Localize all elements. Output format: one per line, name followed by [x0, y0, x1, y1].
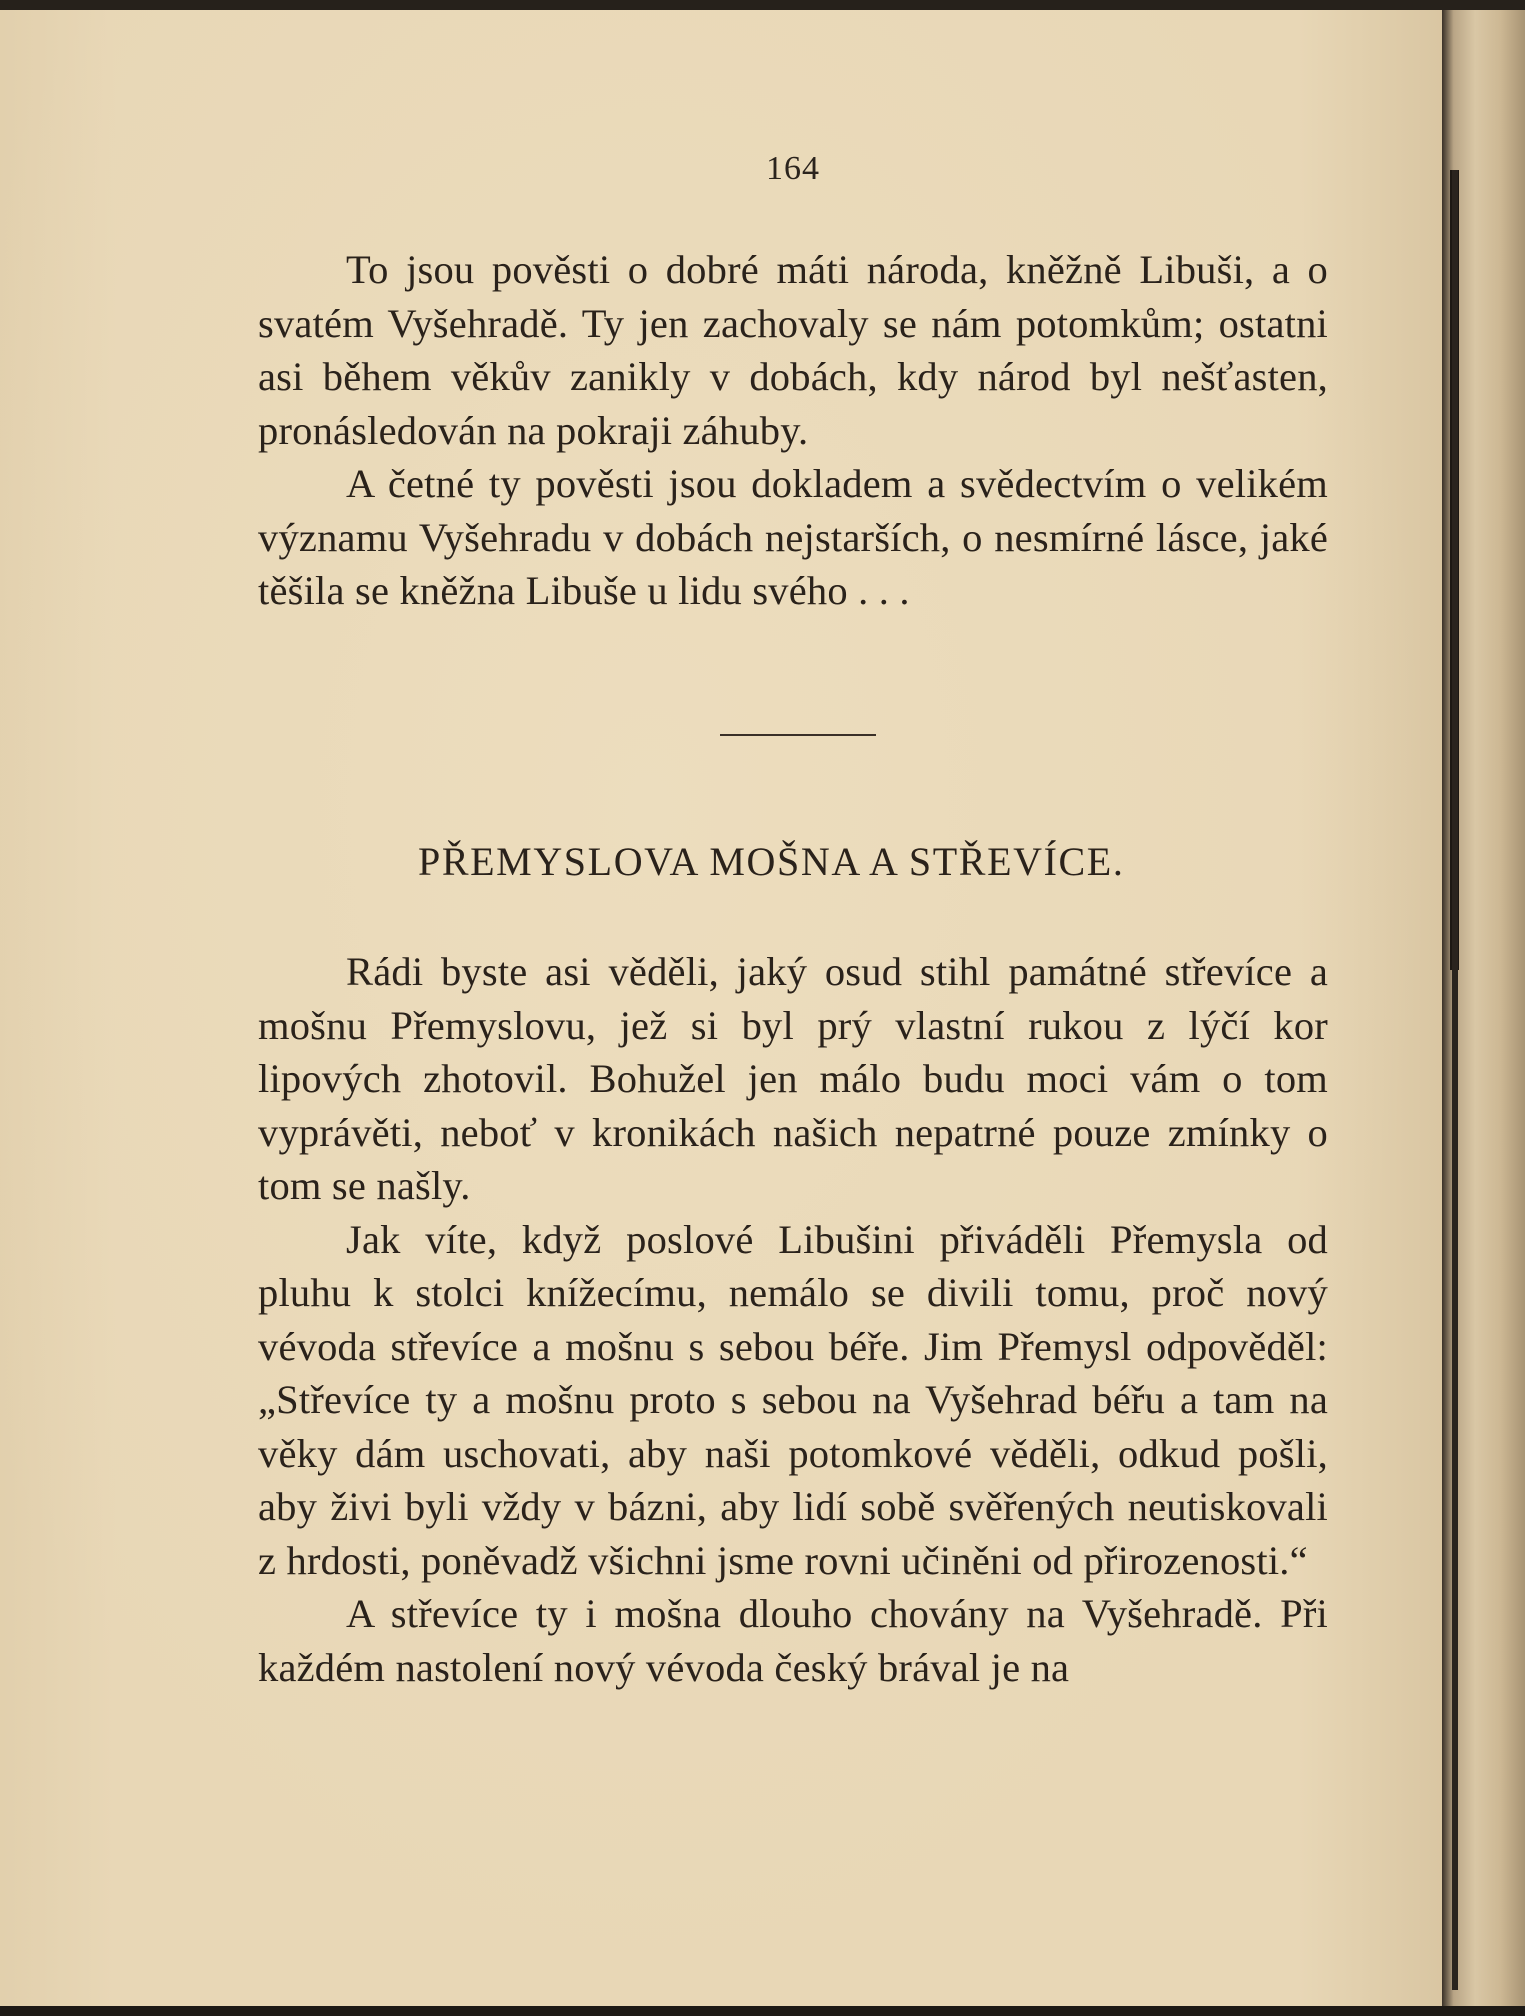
paragraph: To jsou pověsti o dobré máti národa, kněžně Libuši, a o svatém Vyšehradě. Ty jen zachovaly se nám potomkům; ostatni asi během věkův zanikly v dobách, kdy národ byl nešťasten, pronásledován na pokraji záhuby. — [258, 247, 1328, 453]
intro-text-block — [258, 243, 1328, 618]
paragraph: Rádi byste asi věděli, jaký osud stihl památné střevíce a mošnu Přemyslovu, jež si byl prý vlastní rukou z lýčí kor lipových zhotovil. Bohužel jen málo budu moci vám o tom vyprávěti, neboť v kronikách našich nepatrné pouze zmínky o tom se našly. — [258, 949, 1328, 1208]
paragraph: Jak víte, když poslové Libušini přiváděli Přemysla od pluhu k stolci knížecímu, nemálo se divili tomu, proč nový vévoda střevíce a mošnu s sebou béře. Jim Přemysl odpověděl: „Střevíce ty a mošnu proto s sebou na Vyšehrad béřu a tam na věky dám uschovati, aby naši potomkové věděli, odkud pošli, aby živi byli vždy v bázni, aby lidí sobě svěřených neutiskovali z hrdosti, poněvadž všichni jsme rovni učiněni od přirozenosti.“ — [258, 1216, 1328, 1583]
gutter-binding-line — [1452, 170, 1458, 1990]
paragraph: A střevíce ty i mošna dlouho chovány na Vyšehradě. Při každém nastolení nový vévoda český brával je na — [258, 1591, 1328, 1690]
section-heading: PŘEMYSLOVA MOŠNA A STŘEVÍCE. — [418, 839, 1125, 884]
premysl-text-block — [258, 945, 1328, 1694]
page-number: 164 — [766, 150, 820, 187]
section-divider — [720, 734, 876, 736]
paragraph: A četné ty pověsti jsou dokladem a svědectvím o velikém významu Vyšehradu v dobách nejstarších, o nesmírné lásce, jaké těšila se kněžna Libuše u lidu svého . . . — [258, 461, 1328, 613]
